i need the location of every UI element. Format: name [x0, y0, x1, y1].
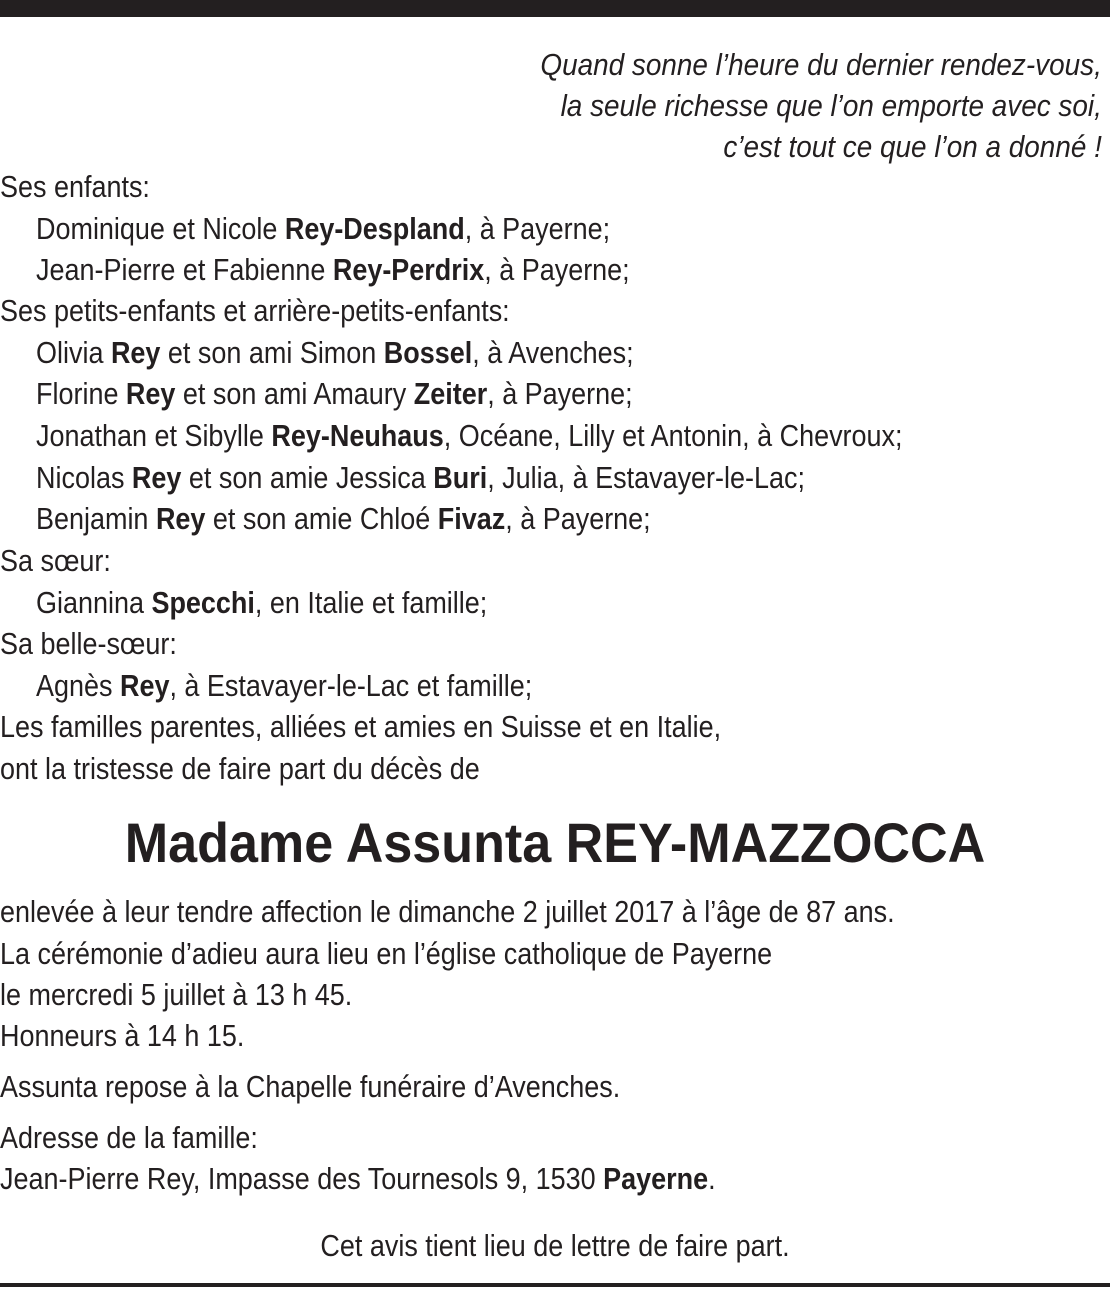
- rest-location: Assunta repose à la Chapelle funéraire d’Avenches.: [0, 1069, 621, 1104]
- child-entry: Jean-Pierre et Fabienne Rey-Perdrix, à Payerne;: [36, 252, 630, 287]
- quote-line: c’est tout ce que l’on a donné !: [723, 129, 1102, 164]
- grandchild-entry: Nicolas Rey et son amie Jessica Buri, Julia, à Estavayer-le-Lac;: [36, 460, 805, 495]
- quote-line: la seule richesse que l’on emporte avec soi,: [560, 88, 1102, 123]
- grandchild-entry: Olivia Rey et son ami Simon Bossel, à Avenches;: [36, 335, 634, 370]
- families-line: Les familles parentes, alliées et amies en Suisse et en Italie,: [0, 709, 722, 744]
- grandchild-entry: Benjamin Rey et son amie Chloé Fivaz, à Payerne;: [36, 501, 651, 536]
- grandchild-entry: Jonathan et Sibylle Rey-Neuhaus, Océane, Lilly et Antonin, à Chevroux;: [36, 418, 903, 453]
- details-line: le mercredi 5 juillet à 13 h 45.: [0, 977, 353, 1012]
- child-entry: Dominique et Nicole Rey-Despland, à Payerne;: [36, 211, 611, 246]
- quote-line: Quand sonne l’heure du dernier rendez-vous,: [540, 47, 1102, 82]
- details-line: La cérémonie d’adieu aura lieu en l’église catholique de Payerne: [0, 936, 773, 971]
- top-border-rule: [0, 0, 1110, 17]
- sister-entry: Giannina Specchi, en Italie et famille;: [36, 585, 488, 620]
- deceased-name-headline: Madame Assunta REY-MAZZOCCA: [124, 811, 986, 874]
- grandchild-entry: Florine Rey et son ami Amaury Zeiter, à Payerne;: [36, 376, 633, 411]
- details-line: Honneurs à 14 h 15.: [0, 1018, 245, 1053]
- family-address: Jean-Pierre Rey, Impasse des Tournesols 9, 1530 Payerne.: [0, 1161, 716, 1196]
- sister-in-law-heading: Sa belle-sœur:: [0, 626, 177, 661]
- families-line: ont la tristesse de faire part du décès de: [0, 751, 480, 786]
- sister-in-law-entry: Agnès Rey, à Estavayer-le-Lac et famille;: [36, 668, 533, 703]
- grandchildren-heading: Ses petits-enfants et arrière-petits-enfants:: [0, 293, 510, 328]
- address-heading: Adresse de la famille:: [0, 1120, 258, 1155]
- details-line: enlevée à leur tendre affection le dimanche 2 juillet 2017 à l’âge de 87 ans.: [0, 894, 895, 929]
- children-heading: Ses enfants:: [0, 169, 150, 204]
- closing-note: Cet avis tient lieu de lettre de faire part.: [320, 1228, 790, 1263]
- epigraph-quote: [541, 44, 1102, 167]
- sister-heading: Sa sœur:: [0, 543, 111, 578]
- bottom-border-rule: [0, 1283, 1110, 1287]
